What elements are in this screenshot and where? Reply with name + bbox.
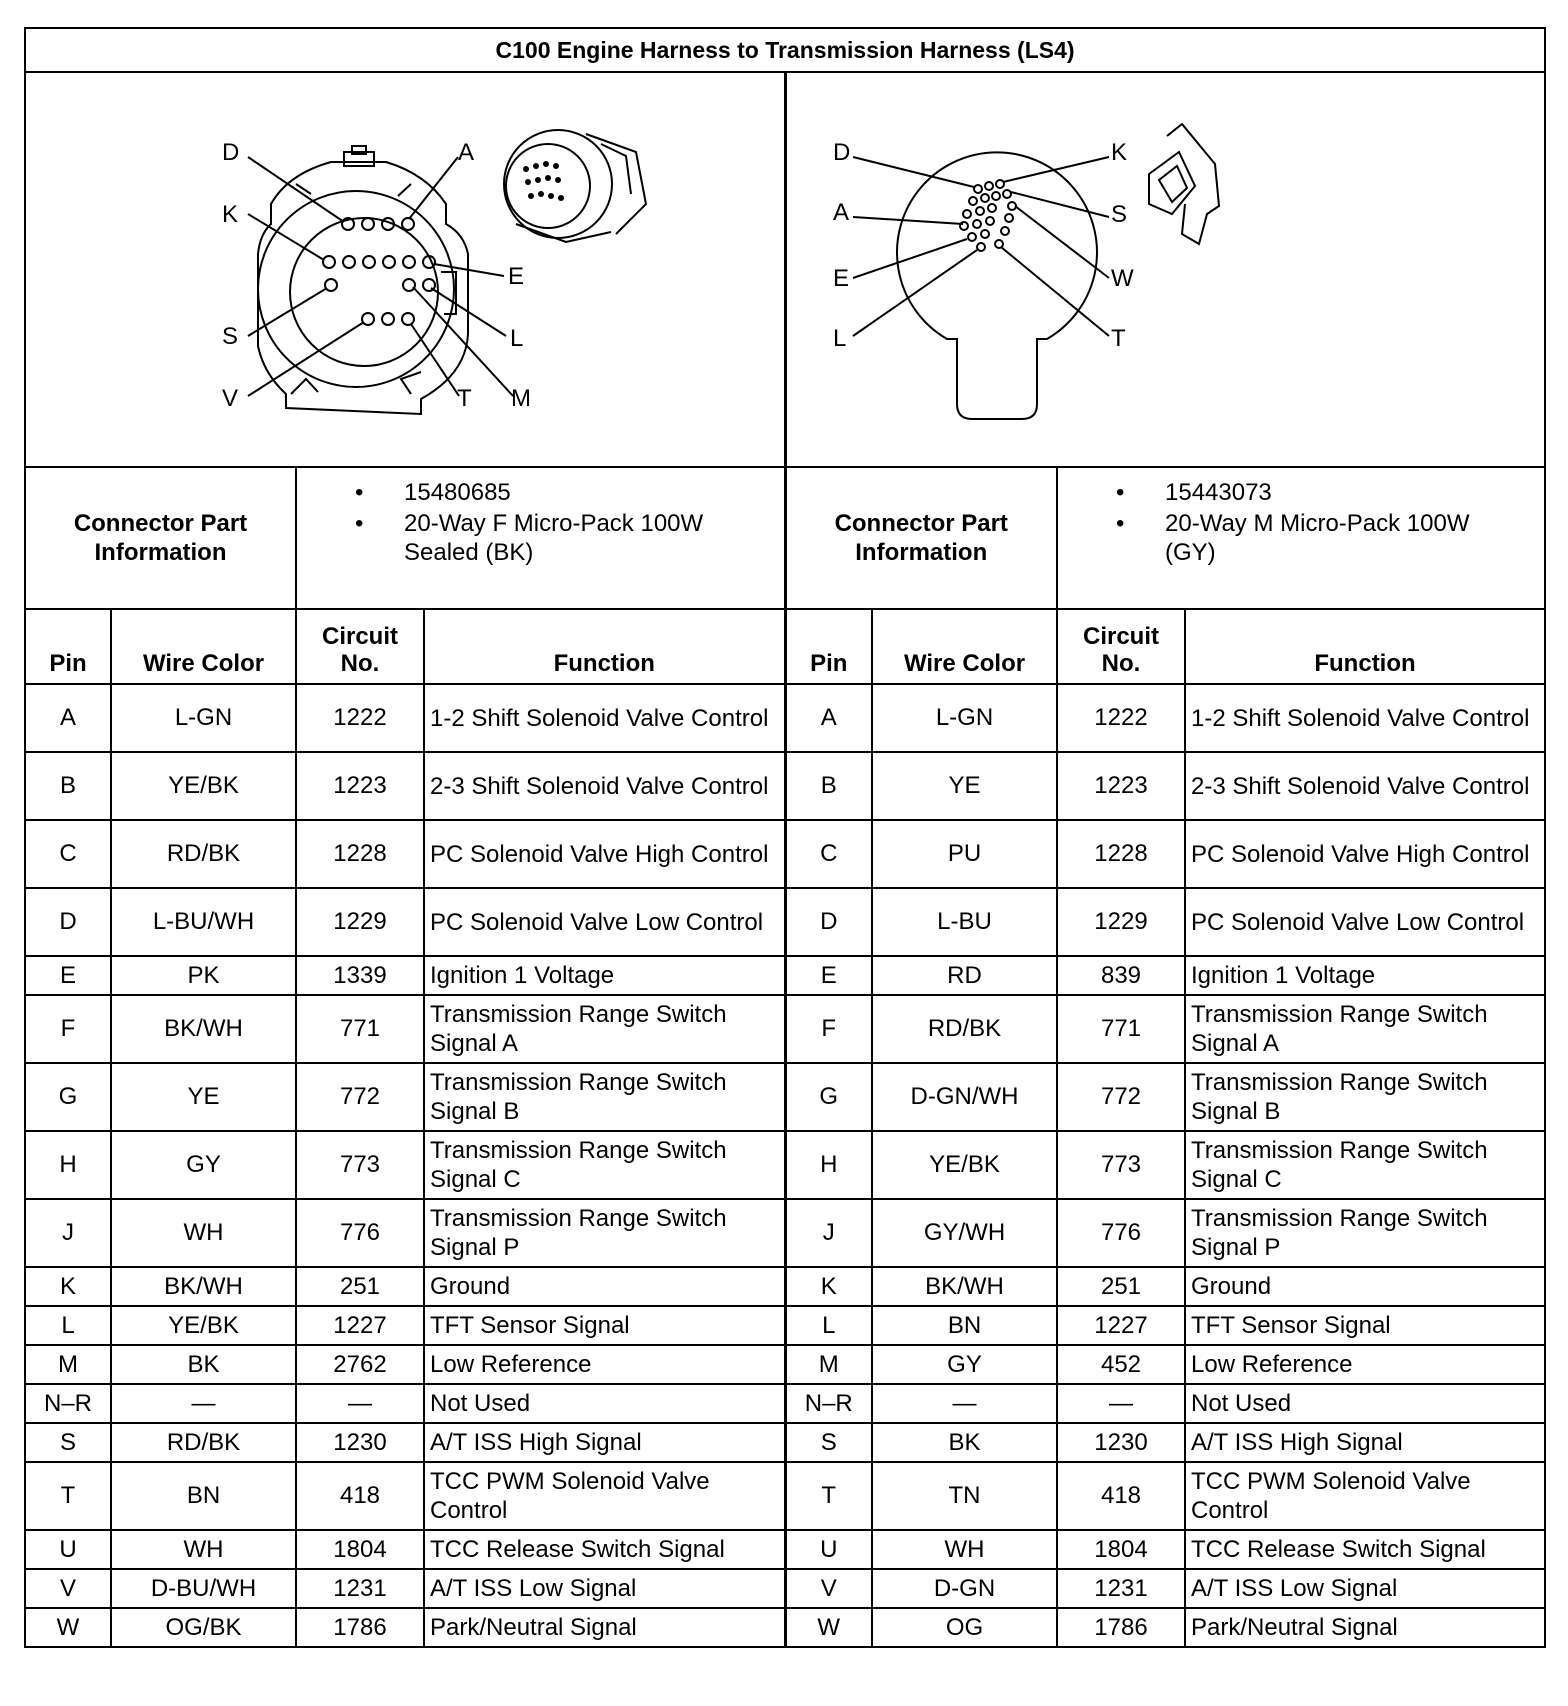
function-cell: PC Solenoid Valve Low Control [1185,888,1545,956]
circuit-cell: 1804 [296,1530,424,1569]
circuit-cell: 773 [296,1131,424,1199]
wire-color-cell: BN [872,1306,1057,1345]
function-cell: TCC PWM Solenoid Valve Control [1185,1462,1545,1530]
table-row [25,1306,1545,1345]
function-cell: A/T ISS Low Signal [1185,1569,1545,1608]
wire-color-cell: PK [111,956,296,995]
page-title: C100 Engine Harness to Transmission Harness (LS4) [25,28,1545,72]
function-cell: Not Used [1185,1384,1545,1423]
pin-cell: J [785,1199,872,1267]
circuit-cell: 1229 [296,888,424,956]
left-connector-diagram [25,72,785,467]
pin-cell: A [785,684,872,752]
function-cell: Transmission Range Switch Signal C [1185,1131,1545,1199]
circuit-cell: 1231 [1057,1569,1185,1608]
column-header-row [25,609,1545,684]
left-pin-label: S [222,322,239,350]
cpi-label-line2: Information [94,539,227,566]
wire-color-cell: PU [872,820,1057,888]
bullet-icon: • [1116,479,1125,506]
pin-cell: H [25,1131,111,1199]
header-pin: Pin [785,609,872,684]
function-cell: TCC Release Switch Signal [424,1530,785,1569]
function-cell: Ground [1185,1267,1545,1306]
function-cell: Ignition 1 Voltage [1185,956,1545,995]
table-row [25,820,1545,888]
table-row [25,1345,1545,1384]
pin-cell: V [785,1569,872,1608]
circuit-cell: 1339 [296,956,424,995]
pin-cell: M [25,1345,111,1384]
right-pin-label: W [1110,264,1134,292]
function-cell: A/T ISS High Signal [424,1423,785,1462]
pin-cell: S [785,1423,872,1462]
header-pin: Pin [25,609,111,684]
pin-cell: W [785,1608,872,1647]
wire-color-cell: RD/BK [111,1423,296,1462]
wire-color-cell: YE [111,1063,296,1131]
table-row [25,752,1545,820]
pin-cell: W [25,1608,111,1647]
pin-cell: U [25,1530,111,1569]
wire-color-cell: BK/WH [111,1267,296,1306]
pin-cell: N–R [785,1384,872,1423]
function-cell: A/T ISS High Signal [1185,1423,1545,1462]
left-pin-label: T [457,384,472,412]
header-function: Function [424,609,785,684]
part-number-item [297,478,784,507]
pin-cell: C [25,820,111,888]
table-row [25,956,1545,995]
connector-part-info-right [1057,467,1545,609]
cpi-label-line2: Information [855,539,988,566]
wire-color-cell: GY [872,1345,1057,1384]
circuit-cell: 1230 [296,1423,424,1462]
header-function: Function [1185,609,1545,684]
right-pin-label: S [1110,200,1127,228]
wire-color-cell: L-BU [872,888,1057,956]
pin-cell: B [25,752,111,820]
circuit-cell: 1230 [1057,1423,1185,1462]
circuit-cell: 839 [1057,956,1185,995]
wire-color-cell: BK [872,1423,1057,1462]
header-circuit-line2: No. [340,650,380,677]
pin-cell: T [25,1462,111,1530]
function-cell: Transmission Range Switch Signal B [424,1063,785,1131]
function-cell: 2-3 Shift Solenoid Valve Control [1185,752,1545,820]
table-row [25,1423,1545,1462]
header-circuit-line2: No. [1101,650,1141,677]
circuit-cell: 776 [296,1199,424,1267]
bullet-icon: • [355,479,364,506]
circuit-cell: 1229 [1057,888,1185,956]
function-cell: Transmission Range Switch Signal P [424,1199,785,1267]
pin-cell: B [785,752,872,820]
circuit-cell: 1228 [296,820,424,888]
right-pin-label: E [832,264,849,292]
wire-color-cell: D-BU/WH [111,1569,296,1608]
function-cell: TFT Sensor Signal [424,1306,785,1345]
function-cell: Ignition 1 Voltage [424,956,785,995]
pin-cell: N–R [25,1384,111,1423]
wire-color-cell: GY/WH [872,1199,1057,1267]
wire-color-cell: WH [111,1530,296,1569]
function-cell: Ground [424,1267,785,1306]
table-row [25,684,1545,752]
left-pin-label: M [511,384,531,412]
circuit-cell: 251 [1057,1267,1185,1306]
table-row [25,995,1545,1063]
pin-cell: F [785,995,872,1063]
function-cell: Transmission Range Switch Signal A [1185,995,1545,1063]
header-circuit [296,609,424,684]
function-cell: Not Used [424,1384,785,1423]
function-cell: TFT Sensor Signal [1185,1306,1545,1345]
pin-cell: G [785,1063,872,1131]
table-row [25,1462,1545,1530]
left-pin-label: D [222,138,240,166]
header-wire-color: Wire Color [111,609,296,684]
function-cell: 2-3 Shift Solenoid Valve Control [424,752,785,820]
right-connector-diagram [785,72,1545,467]
cpi-label-line1: Connector Part [73,510,248,537]
right-pin-label: T [1110,324,1126,352]
wire-color-cell: YE/BK [111,752,296,820]
wire-color-cell: L-BU/WH [111,888,296,956]
pin-cell: L [785,1306,872,1345]
connector-part-info-left [296,467,785,609]
function-cell: A/T ISS Low Signal [424,1569,785,1608]
pin-cell: V [25,1569,111,1608]
function-cell: Low Reference [424,1345,785,1384]
circuit-cell: 452 [1057,1345,1185,1384]
wire-color-cell: YE [872,752,1057,820]
right-pin-label: K [1110,138,1127,166]
circuit-cell: 1227 [296,1306,424,1345]
wire-color-cell: — [872,1384,1057,1423]
circuit-cell: 1222 [296,684,424,752]
function-cell: PC Solenoid Valve High Control [1185,820,1545,888]
pin-cell: E [785,956,872,995]
right-pin-label: A [832,198,849,226]
left-pin-label: E [508,262,525,290]
pin-cell: K [785,1267,872,1306]
wire-color-cell: BK/WH [872,1267,1057,1306]
pin-cell: K [25,1267,111,1306]
wire-color-cell: WH [111,1199,296,1267]
pin-cell: C [785,820,872,888]
function-cell: Transmission Range Switch Signal B [1185,1063,1545,1131]
header-wire-color: Wire Color [872,609,1057,684]
function-cell: 1-2 Shift Solenoid Valve Control [1185,684,1545,752]
circuit-cell: 773 [1057,1131,1185,1199]
pin-cell: A [25,684,111,752]
pin-cell: J [25,1199,111,1267]
pin-cell: D [25,888,111,956]
pin-cell: E [25,956,111,995]
table-row [25,1608,1545,1647]
pin-cell: L [25,1306,111,1345]
wire-color-cell: WH [872,1530,1057,1569]
pin-cell: M [785,1345,872,1384]
table-row [25,1384,1545,1423]
circuit-cell: 771 [1057,995,1185,1063]
function-cell: Park/Neutral Signal [1185,1608,1545,1647]
table-row [25,888,1545,956]
left-connector-drawing [26,74,784,466]
wire-color-cell: L-GN [872,684,1057,752]
part-number: 15480685 [404,479,511,506]
part-number: 15443073 [1165,479,1272,506]
left-pin-label: K [222,200,239,228]
circuit-cell: 1804 [1057,1530,1185,1569]
wire-color-cell: L-GN [111,684,296,752]
wire-color-cell: OG/BK [111,1608,296,1647]
part-description-item [1058,509,1544,567]
circuit-cell: 772 [1057,1063,1185,1131]
bullet-icon: • [355,510,364,537]
circuit-cell: 1786 [296,1608,424,1647]
circuit-cell: — [296,1384,424,1423]
wire-color-cell: — [111,1384,296,1423]
table-row [25,1063,1545,1131]
pin-cell: U [785,1530,872,1569]
function-cell: Transmission Range Switch Signal A [424,995,785,1063]
function-cell: Transmission Range Switch Signal P [1185,1199,1545,1267]
cpi-label-line1: Connector Part [834,510,1008,537]
circuit-cell: 1227 [1057,1306,1185,1345]
right-connector-drawing [787,74,1545,466]
table-row [25,1199,1545,1267]
table-row [25,1131,1545,1199]
connector-sheet [24,27,1544,1683]
part-description-item [297,509,784,567]
connector-table [24,27,1546,1648]
pin-cell: D [785,888,872,956]
pin-cell: S [25,1423,111,1462]
connector-part-info-label-right [785,467,1057,609]
header-circuit-line1: Circuit [1082,623,1159,650]
table-row [25,1267,1545,1306]
right-pin-label: L [832,324,846,352]
circuit-cell: — [1057,1384,1185,1423]
part-description: 20-Way M Micro-Pack 100W (GY) [1165,510,1470,566]
wire-color-cell: GY [111,1131,296,1199]
header-circuit-line1: Circuit [321,623,398,650]
circuit-cell: 1223 [1057,752,1185,820]
wire-color-cell: RD/BK [111,820,296,888]
table-row [25,1569,1545,1608]
circuit-cell: 1231 [296,1569,424,1608]
wire-color-cell: YE/BK [872,1131,1057,1199]
wire-color-cell: BN [111,1462,296,1530]
circuit-cell: 1223 [296,752,424,820]
wire-color-cell: D-GN [872,1569,1057,1608]
function-cell: Low Reference [1185,1345,1545,1384]
circuit-cell: 776 [1057,1199,1185,1267]
function-cell: PC Solenoid Valve Low Control [424,888,785,956]
bullet-icon: • [1116,510,1125,537]
circuit-cell: 1222 [1057,684,1185,752]
left-pin-label: A [458,138,475,166]
pin-cell: T [785,1462,872,1530]
wire-color-cell: YE/BK [111,1306,296,1345]
right-pin-label: D [832,138,850,166]
wire-color-cell: BK [111,1345,296,1384]
wire-color-cell: RD/BK [872,995,1057,1063]
wire-color-cell: BK/WH [111,995,296,1063]
wire-color-cell: OG [872,1608,1057,1647]
circuit-cell: 418 [1057,1462,1185,1530]
circuit-cell: 771 [296,995,424,1063]
function-cell: TCC Release Switch Signal [1185,1530,1545,1569]
circuit-cell: 2762 [296,1345,424,1384]
pin-cell: F [25,995,111,1063]
circuit-cell: 772 [296,1063,424,1131]
function-cell: 1-2 Shift Solenoid Valve Control [424,684,785,752]
function-cell: Park/Neutral Signal [424,1608,785,1647]
wire-color-cell: RD [872,956,1057,995]
connector-part-info-label-left [25,467,296,609]
left-pin-label: V [222,384,239,412]
wire-color-cell: TN [872,1462,1057,1530]
circuit-cell: 418 [296,1462,424,1530]
circuit-cell: 1228 [1057,820,1185,888]
header-circuit [1057,609,1185,684]
function-cell: Transmission Range Switch Signal C [424,1131,785,1199]
table-row [25,1530,1545,1569]
pin-cell: G [25,1063,111,1131]
function-cell: PC Solenoid Valve High Control [424,820,785,888]
function-cell: TCC PWM Solenoid Valve Control [424,1462,785,1530]
part-number-item [1058,478,1544,507]
pin-cell: H [785,1131,872,1199]
part-description: 20-Way F Micro-Pack 100W Sealed (BK) [404,510,704,566]
circuit-cell: 1786 [1057,1608,1185,1647]
left-pin-label: L [510,324,524,352]
circuit-cell: 251 [296,1267,424,1306]
wire-color-cell: D-GN/WH [872,1063,1057,1131]
